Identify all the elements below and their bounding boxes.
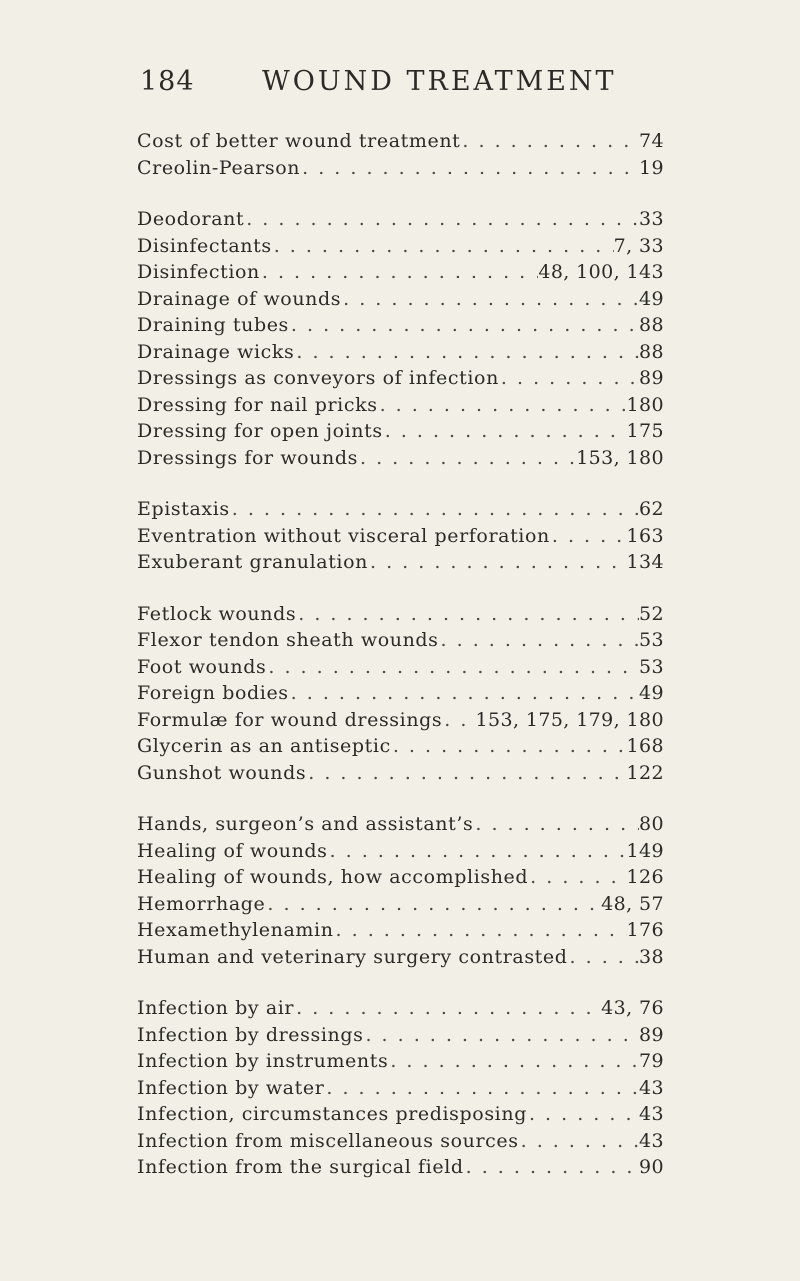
dot-leader	[341, 288, 639, 310]
running-title: WOUND TREATMENT	[262, 66, 617, 97]
index-entry	[137, 314, 664, 341]
index-term: Glycerin as an antiseptic	[137, 735, 391, 757]
index-entry	[137, 893, 664, 920]
index-pages: 43, 76	[601, 997, 664, 1019]
index-entry	[137, 682, 664, 709]
index-term: Foot wounds	[137, 655, 267, 678]
dot-leader	[296, 603, 639, 625]
index-term: Healing of wounds	[137, 839, 328, 862]
index-entry	[137, 919, 664, 946]
index-term: Human and veterinary surgery contrasted	[137, 945, 568, 968]
index-entry	[137, 840, 664, 867]
dot-leader	[378, 394, 627, 416]
index-entry	[137, 208, 664, 235]
index-entry	[137, 656, 664, 683]
index-term: Fetlock wounds	[137, 602, 297, 625]
index-pages: 153, 180	[576, 446, 664, 469]
dot-leader	[391, 735, 627, 757]
index-term: Hemorrhage	[137, 892, 266, 915]
index-term: Flexor tendon sheath wounds	[137, 629, 439, 651]
dot-leader	[289, 682, 639, 704]
index-pages: 153, 175, 179, 180	[475, 708, 664, 731]
dot-leader	[388, 1050, 639, 1072]
index-pages: 176	[626, 919, 664, 941]
dot-leader	[464, 1156, 639, 1178]
dot-leader	[368, 551, 627, 573]
dot-leader	[324, 1077, 639, 1099]
dot-leader	[460, 130, 639, 152]
index-entry	[137, 1156, 664, 1183]
index-entry	[137, 394, 664, 421]
index-entry	[137, 997, 664, 1024]
index-term: Draining tubes	[137, 314, 289, 336]
index-term: Infection, circumstances predisposing	[137, 1103, 527, 1125]
index-pages: 43	[639, 1103, 664, 1125]
index-entry	[137, 735, 664, 762]
index-entry	[137, 1130, 664, 1157]
index-pages: 33	[639, 208, 664, 230]
index-term: Infection by water	[137, 1076, 325, 1099]
index-pages: 80	[639, 813, 664, 835]
index-pages: 122	[626, 761, 664, 784]
dot-leader	[334, 919, 627, 941]
index-pages: 134	[626, 551, 664, 573]
dot-leader	[272, 235, 614, 257]
dot-leader	[499, 367, 639, 389]
index-entry	[137, 367, 664, 394]
dot-leader	[383, 420, 627, 442]
index-pages: 90	[639, 1156, 664, 1178]
index-term: Cost of better wound treatment	[137, 130, 461, 152]
dot-leader	[528, 866, 626, 888]
dot-leader	[266, 656, 639, 678]
index-entry	[137, 946, 664, 973]
index-term: Dressings as conveyors of infection	[137, 367, 499, 389]
index-entry	[137, 498, 664, 525]
index-pages: 43	[639, 1076, 664, 1099]
index-entry	[137, 603, 664, 630]
index-pages: 53	[639, 655, 664, 678]
index-entry	[137, 130, 664, 157]
index-term: Hexamethylenamin	[137, 919, 334, 941]
index-term: Epistaxis	[137, 498, 230, 520]
index-entry	[137, 341, 664, 368]
index-group	[137, 208, 664, 473]
index-pages: 88	[639, 314, 664, 336]
index-pages: 49	[639, 682, 664, 704]
dot-leader	[568, 946, 639, 968]
index-term: Healing of wounds, how accomplished	[137, 866, 529, 888]
index-entry	[137, 1050, 664, 1077]
dot-leader	[519, 1130, 639, 1152]
index-term: Deodorant	[137, 208, 245, 230]
index-pages: 53	[639, 629, 664, 651]
index-entry	[137, 447, 664, 474]
index-group	[137, 498, 664, 578]
index-group	[137, 813, 664, 972]
index-term: Creolin-Pearson	[137, 156, 301, 179]
index-entry	[137, 261, 664, 288]
dot-leader	[294, 997, 601, 1019]
dot-leader	[289, 314, 639, 336]
index-pages: 180	[626, 393, 664, 416]
index-pages: 168	[626, 735, 664, 757]
dot-leader	[244, 208, 639, 230]
index-pages: 89	[639, 1023, 664, 1046]
index-group	[137, 130, 664, 183]
index-pages: 48, 100, 143	[538, 261, 664, 283]
index-pages: 7, 33	[613, 234, 664, 257]
dot-leader	[230, 498, 639, 520]
index-term: Disinfectants	[137, 234, 272, 257]
index-entry	[137, 762, 664, 789]
index-entry	[137, 1077, 664, 1104]
index-pages: 62	[639, 498, 664, 520]
index-term: Eventration without visceral perforation	[137, 524, 550, 547]
index-pages: 74	[639, 130, 664, 152]
dot-leader	[294, 341, 639, 363]
dot-leader	[473, 813, 639, 835]
index-term: Infection from miscellaneous sources	[137, 1129, 519, 1152]
page-number: 184	[140, 66, 195, 97]
index-pages: 149	[626, 839, 664, 862]
index-entry	[137, 709, 664, 736]
index-term: Hands, surgeon’s and assistant’s	[137, 813, 474, 835]
index-entry	[137, 1103, 664, 1130]
index-term: Infection by instruments	[137, 1050, 389, 1072]
index-term: Disinfection	[137, 261, 260, 283]
dot-leader	[550, 525, 627, 547]
index-term: Dressing for open joints	[137, 420, 383, 442]
index-term: Gunshot wounds	[137, 761, 307, 784]
index-entry	[137, 420, 664, 447]
dot-leader	[328, 840, 627, 862]
index-term: Dressing for nail pricks	[137, 393, 378, 416]
dot-leader	[300, 157, 639, 179]
page-header	[0, 66, 800, 106]
index-pages: 19	[639, 156, 664, 179]
index-entry	[137, 813, 664, 840]
index-term: Infection by dressings	[137, 1023, 364, 1046]
index-entry	[137, 525, 664, 552]
index-group	[137, 997, 664, 1183]
index-term: Exuberant granulation	[137, 551, 368, 573]
index-term: Formulæ for wound dressings	[137, 708, 443, 731]
dot-leader	[260, 261, 538, 283]
index-entry	[137, 629, 664, 656]
index-entry	[137, 1024, 664, 1051]
index-pages: 38	[639, 945, 664, 968]
index-entry	[137, 866, 664, 893]
index-entry	[137, 288, 664, 315]
index-term: Infection from the surgical field	[137, 1156, 464, 1178]
index-term: Drainage wicks	[137, 340, 295, 363]
index-group	[137, 603, 664, 789]
index-pages: 126	[626, 866, 664, 888]
index-entry	[137, 157, 664, 184]
index-pages: 89	[639, 367, 664, 389]
dot-leader	[442, 709, 475, 731]
index-pages: 175	[626, 420, 664, 442]
index-term: Dressings for wounds	[137, 446, 359, 469]
dot-leader	[439, 629, 639, 651]
index-pages: 163	[626, 524, 664, 547]
index-pages: 49	[639, 287, 664, 310]
dot-leader	[265, 893, 601, 915]
index-list	[137, 130, 664, 1208]
index-pages: 48, 57	[601, 892, 664, 915]
index-entry	[137, 235, 664, 262]
index-pages: 43	[639, 1129, 664, 1152]
index-term: Drainage of wounds	[137, 287, 342, 310]
dot-leader	[527, 1103, 639, 1125]
index-pages: 88	[639, 340, 664, 363]
dot-leader	[363, 1024, 639, 1046]
index-pages: 79	[639, 1050, 664, 1072]
index-pages: 52	[639, 602, 664, 625]
dot-leader	[306, 762, 626, 784]
dot-leader	[358, 447, 576, 469]
index-term: Infection by air	[137, 997, 295, 1019]
index-entry	[137, 551, 664, 578]
index-term: Foreign bodies	[137, 682, 289, 704]
